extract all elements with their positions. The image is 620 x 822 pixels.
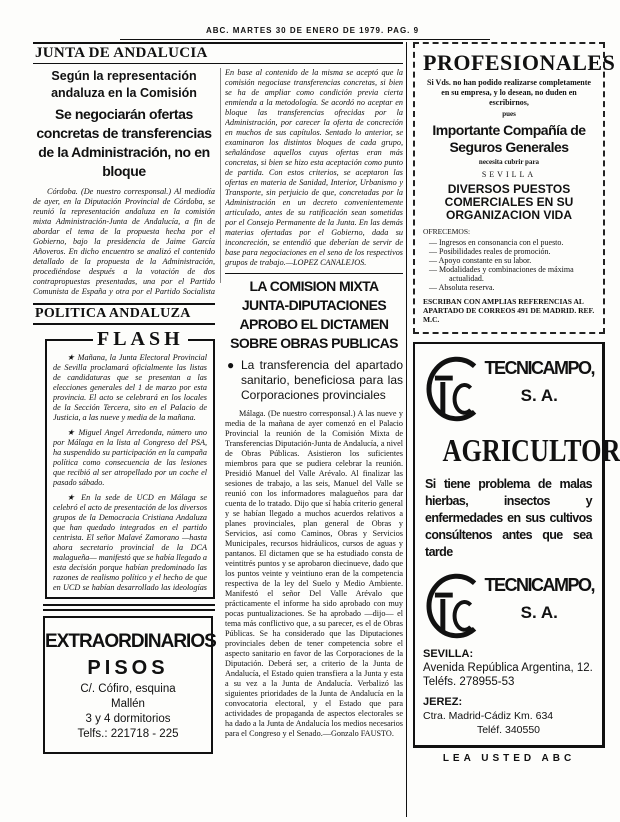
tecnicampo-sa-2: S. A. bbox=[520, 603, 558, 622]
ad-prof-pues: pues bbox=[502, 110, 516, 118]
ad-prof-title: PROFESIONALES bbox=[423, 50, 616, 75]
ad-pisos-line6: Telfs.: 221718 - 225 bbox=[77, 728, 179, 740]
article1-kicker: Según la representación andaluza en la Comisión bbox=[51, 69, 197, 100]
article2-headline: LA COMISION MIXTA JUNTA-DIPUTACIONES APROBO EL DICTAMEN SOBRE OBRAS PUBLICAS bbox=[230, 278, 398, 351]
bullet-icon: ● bbox=[227, 358, 235, 372]
offer-item: — Apoyo constante en su labor. bbox=[429, 256, 532, 265]
left-column bbox=[33, 68, 215, 754]
right-column bbox=[413, 42, 620, 766]
ad-headline-agricultor: AGRICULTOR bbox=[442, 432, 620, 468]
middle-column bbox=[225, 68, 403, 739]
ad-pisos-line1: EXTRAORDINARIOS bbox=[45, 631, 216, 652]
offer-item: — Posibilidades reales de promoción. bbox=[429, 247, 551, 256]
tecnicampo-logo-icon bbox=[423, 352, 485, 424]
jerez-label: JEREZ: bbox=[423, 696, 463, 708]
ad-prof-contact: ESCRIBAN CON AMPLIAS REFERENCIAS AL APARTADO DE CORREOS 491 DE MADRID. REF. M.C. bbox=[423, 297, 595, 324]
ad-pisos-line5: 3 y 4 dormitorios bbox=[85, 713, 171, 725]
ad-pisos-line3: C/. Cófiro, esquina bbox=[80, 683, 176, 695]
divider bbox=[33, 63, 403, 64]
ad-prof-city: SEVILLA bbox=[481, 170, 537, 179]
jerez-address-2: Teléf. 340550 bbox=[476, 724, 541, 736]
ad-prof-needs: necesita cubrir para bbox=[478, 158, 540, 166]
article1-headline: Se negociarán ofertas concretas de transferencias de la Administración, no en bloque bbox=[36, 106, 212, 179]
tecnicampo-name-2: TECNICAMPO, bbox=[484, 575, 594, 595]
divider bbox=[43, 604, 215, 606]
article2-body: Málaga. (De nuestro corresponsal.) A las nueve y media de la mañana de ayer comenzó en el Palacio Provincial la reunión de la Comisión Mixta de Transferencias Diputación-Junta de Andalucía, a nivel de Obras Públicas. Asistieron los suficientes miembros para que se pudiera celebrar la reunión. Presidió Manuel del Valle Arévalo. Al finalizar las sesiones de trabajo, a las seis, Manuel del Valle se reunió con los informadores malagueños para dar cuenta de lo tratado. Dijo que sí había criterio general y se habían llegado a muchos acuerdos relativos a planes provinciales, plan general de Obras y Servicios, así como Caminos, Obras y Servicios Municipales, recursos hidráulicos, cursos de aguas y pantanos. El dictamen que se ha estudiado consta de veintitrés puntos y se aprobaron diecinueve, dado que los puntos veinte y veintiuno eran de la competencia respectiva de la ley del Suelo y Medio Ambiente. Manifestó el señor Del Valle Arévalo que prácticamente el informe ha sido aprobado con muy pocas puntualizaciones. Se ha aprobado —dijo— el tema más conflictivo que, a su parecer, es el de Obras Públicas. Se ha considerado que las Diputaciones provinciales deben de tener competencia sobre el aspecto sanitario en favor de las Corporaciones de la Diputación. Deberá ser, a criterio de la Junta de Andalucía, el Estado quien transfiera a la Junta y esta a su vez a la Junta de Andalucía. Verbalizó las siguientes prioridades de la Junta de Andalucía en la convocatoria electoral, y el Estado que para actividades de propaganda de aspectos electorales se ha dado a la Junta de Andalucía los medios necesarios para el Congreso y el Senado.—Gonzalo FAUSTO. bbox=[225, 409, 403, 738]
article1 bbox=[33, 68, 215, 297]
ad-pisos-line2: PISOS bbox=[87, 657, 169, 679]
flash-item: ★ En la sede de UCD en Málaga se celebró el acto de presentación de los diversos grupos de la Democracia Cristiana Andaluza que han quedado integrados en el partido centrista. El señor Malavé Zamorano —hasta ahora secretario provincial de la DCA malagueña— manifestó que se había llegado a esta decisión porque habían predominado las razones de realismo político y el hecho de que en UCD se habían desarrollado las ideologías bbox=[53, 493, 207, 592]
tecnicampo-name-1: TECNICAMPO, bbox=[484, 358, 594, 378]
divider bbox=[120, 39, 490, 40]
ad-prof-intro: Si Vds. no han podido realizarse completamente en su empresa, y lo desean, no duden en escribirnos, bbox=[427, 78, 591, 107]
offer-item: — Modalidades y combinaciones de máxima actualidad. bbox=[429, 265, 574, 283]
ad-prof-positions: DIVERSOS PUESTOS COMERCIALES EN SU ORGANIZACION VIDA bbox=[444, 182, 574, 222]
article2-bullet-text: La transferencia del apartado sanitario, beneficiosa para las Corporaciones provinciales bbox=[241, 358, 403, 402]
offer-item: — Ingresos en consonancia con el puesto. bbox=[429, 238, 564, 247]
flash-item: ★ Miguel Angel Arredonda, número uno por Málaga en la lista al Congreso del PSA, ha suspendido su participación en la campaña política como consecuencia de las lesiones que recibió al ser atropellado por un coche el pasado sábado. bbox=[53, 428, 207, 487]
article1-body: Córdoba. (De nuestro corresponsal.) Al mediodía de ayer, en la Diputación Provincial de Córdoba, se reunió la representación andaluza en la comisión mixta Administración-Junta de Andalucía, a fin de abordar el tema de la propuesta hecha por el Gobierno, bajo la presidencia de Jaime García Añoveros. En dicho encuentro se analizó el contenido detallado de la propuesta de la Administración, procediéndose después a la votación de dos contrapropuestas presentadas, una por el Partido Comunista de España y otra por el Partido Socialista bbox=[33, 187, 215, 296]
masthead: ABC. MARTES 30 DE ENERO DE 1979. PAG. 9 bbox=[205, 26, 420, 35]
flash-title: FLASH bbox=[93, 328, 188, 350]
tecnicampo-logo-row bbox=[423, 352, 594, 424]
ad-profesionales bbox=[413, 42, 616, 334]
column-divider bbox=[406, 42, 407, 817]
article2-bullet bbox=[225, 358, 403, 403]
column-divider bbox=[220, 68, 221, 283]
tecnicampo-sa-1: S. A. bbox=[520, 386, 558, 405]
jerez-address-1: Ctra. Madrid-Cádiz Km. 634 bbox=[423, 710, 554, 722]
flash-item: ★ Mañana, la Junta Electoral Provincial de Sevilla proclamará oficialmente las listas de candidaturas que se presentan a las elecciones generales del 1 de marzo por esta provincia. El acto se celebrará en los locales de la Sección Tercera, sito en el Palacio de Justicia, a las nueve y media de la mañana. bbox=[53, 353, 207, 422]
sevilla-address: Avenida República Argentina, 12. Teléfs. 278955-53 bbox=[423, 662, 593, 688]
ad-prof-company: Importante Compañía de Seguros Generales bbox=[432, 122, 586, 155]
ad-headline-wrap bbox=[423, 430, 620, 470]
footer-ad-lea-abc: LEA USTED ABC bbox=[442, 753, 576, 764]
divider bbox=[33, 323, 215, 325]
divider bbox=[43, 609, 215, 611]
section-title-junta: JUNTA DE ANDALUCIA bbox=[35, 45, 208, 61]
offer-item: — Absoluta reserva. bbox=[429, 283, 495, 292]
ad-prof-offers bbox=[423, 238, 595, 292]
ad-prof-offer-label: OFRECEMOS: bbox=[423, 227, 471, 236]
tecnicampo-logo-icon bbox=[423, 569, 485, 641]
divider bbox=[225, 273, 403, 274]
ad-tecnicampo bbox=[413, 342, 620, 748]
tecnicampo-text: Si tiene problema de malas hierbas, insectos y enfermedades en sus cultivos consúltenos antes que sea tarde bbox=[425, 477, 592, 559]
article1-body-continued: En base al contenido de la misma se aceptó que la comisión negociase transferencias concretas, si bien se ha de ampliar como condición previa cierta enmienda a la metodología. Se acordó no aceptar en bloque las transferencias ofrecidas por la Administración, por carecer la oferta de concreción en muchos de sus capítulos. Sentado lo anterior, se examinaron los distintos bloques de cada grupo, señalándose aquellos cuyas ofertas eran más concretas, si bien se hizo esta aceptación como punto de partida. Con estos criterios, se aceptaron las ofertas en materia de Sanidad, Interior, Urbanismo y Transporte, sin perjuicio de que, concretadas por la Administración en un decreto convenientemente articulado, antes de su ratificación sean sometidas por el Consejo Permanente de la Junta. En las demás materias ofertadas por el Gobierno, dada su inconcreción, se entendió que deberían de servir de base para negociaciones en el seno de los respectivos grupos de trabajo.—LOPEZ CANALEJOS. bbox=[225, 68, 403, 267]
section-title-politica: POLITICA ANDALUZA bbox=[35, 306, 191, 321]
ad-pisos-line4: Mallén bbox=[111, 698, 145, 710]
tecnicampo-logo-row bbox=[423, 569, 594, 641]
flash-box bbox=[45, 328, 215, 599]
ad-pisos bbox=[43, 616, 216, 754]
sevilla-label: SEVILLA: bbox=[423, 648, 474, 660]
